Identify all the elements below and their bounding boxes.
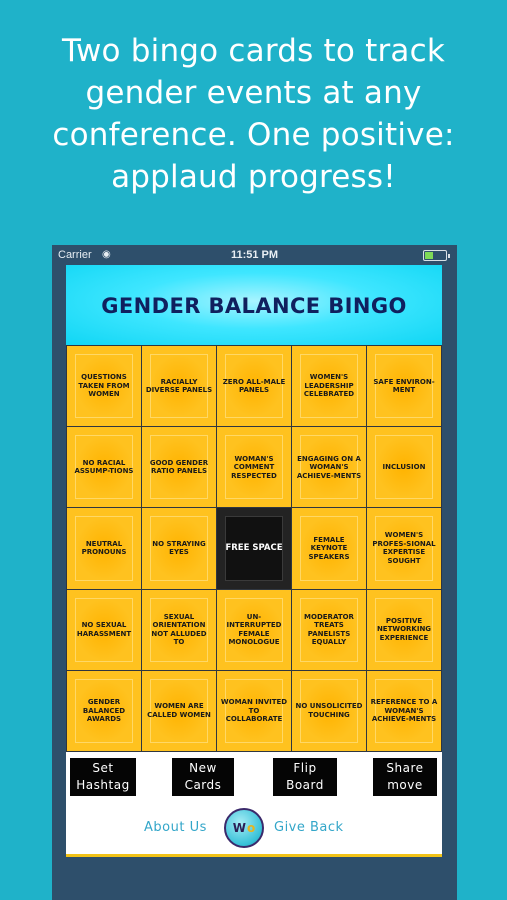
cell-label: UN-INTERRUPTED FEMALE MONOLOGUE: [226, 612, 282, 647]
bingo-cell[interactable]: [142, 427, 216, 507]
cell-label: WOMEN'S PROFES-SIONAL EXPERTISE SOUGHT: [372, 531, 436, 565]
bingo-cell[interactable]: [67, 671, 141, 751]
bingo-cell[interactable]: [367, 671, 441, 751]
promo-line: gender events at any: [85, 75, 422, 111]
bingo-cell[interactable]: [292, 590, 366, 670]
bingo-cell[interactable]: [292, 671, 366, 751]
cell-label: NO UNSOLICITED TOUCHING: [295, 702, 363, 719]
logo-icon[interactable]: [224, 808, 264, 848]
cell-label: FREE SPACE: [225, 543, 283, 554]
bingo-cell[interactable]: [217, 427, 291, 507]
cell-label: ENGAGING ON A WOMAN'S ACHIEVE-MENTS: [296, 454, 362, 480]
bingo-cell[interactable]: [292, 427, 366, 507]
new-cards-button[interactable]: New Cards: [172, 758, 234, 796]
cell-label: WOMAN'S COMMENT RESPECTED: [231, 454, 277, 480]
share-move-button[interactable]: Share move: [373, 758, 437, 796]
bingo-grid: [66, 345, 442, 752]
footer-bar: [66, 802, 442, 854]
bingo-cell[interactable]: [292, 508, 366, 588]
bingo-cell[interactable]: [142, 590, 216, 670]
cell-label: RACIALLY DIVERSE PANELS: [145, 377, 213, 395]
bingo-cell[interactable]: [367, 427, 441, 507]
cell-label: GOOD GENDER RATIO PANELS: [149, 458, 209, 476]
page-title: GENDER BALANCE BINGO: [101, 294, 407, 318]
flip-board-button[interactable]: Flip Board: [273, 758, 337, 796]
about-us-link[interactable]: About Us: [144, 820, 207, 835]
cell-label: POSITIVE NETWORKING EXPERIENCE: [376, 616, 432, 642]
battery-icon: [423, 250, 447, 261]
cell-label: SEXUAL ORIENTATION NOT ALLUDED TO: [151, 612, 207, 647]
cell-label: INCLUSION: [382, 463, 426, 472]
cell-label: ZERO ALL-MALE PANELS: [222, 377, 286, 395]
phone-frame: [52, 245, 457, 900]
give-back-link[interactable]: Give Back: [274, 820, 344, 835]
cell-label: FEMALE KEYNOTE SPEAKERS: [308, 535, 350, 561]
cell-label: NO STRAYING EYES: [152, 539, 206, 557]
cell-label: NO RACIAL ASSUMP-TIONS: [74, 458, 134, 476]
title-banner: [66, 265, 442, 345]
cell-label: WOMEN ARE CALLED WOMEN: [147, 702, 211, 719]
promo-caption: [0, 30, 507, 198]
cell-label: WOMAN INVITED TO COLLABORATE: [220, 698, 288, 724]
bingo-cell[interactable]: [367, 346, 441, 426]
promo-line: conference. One positive:: [52, 117, 455, 153]
logo-letter: o: [247, 821, 256, 835]
bingo-cell[interactable]: [67, 346, 141, 426]
status-bar: [52, 245, 457, 265]
bingo-cell[interactable]: [67, 590, 141, 670]
promo-line: Two bingo cards to track: [61, 33, 445, 69]
wifi-icon: ◉: [102, 249, 111, 260]
bingo-cell[interactable]: [367, 508, 441, 588]
bingo-cell[interactable]: [67, 427, 141, 507]
carrier-label: Carrier: [58, 249, 92, 261]
bingo-cell[interactable]: [217, 671, 291, 751]
cell-label: QUESTIONS TAKEN FROM WOMEN: [78, 373, 130, 399]
cell-label: GENDER BALANCED AWARDS: [82, 698, 126, 724]
bingo-cell[interactable]: [142, 346, 216, 426]
app-screen: [66, 265, 442, 857]
bingo-cell[interactable]: [292, 346, 366, 426]
bingo-cell[interactable]: [142, 508, 216, 588]
footer-divider: [66, 854, 442, 857]
bingo-cell[interactable]: [217, 346, 291, 426]
bingo-cell[interactable]: [142, 671, 216, 751]
cell-label: NO SEXUAL HARASSMENT: [76, 621, 132, 638]
cell-label: SAFE ENVIRON-MENT: [373, 377, 435, 395]
logo-letter: W: [232, 821, 246, 835]
promo-line: applaud progress!: [111, 159, 396, 195]
cell-label: REFERENCE TO A WOMAN'S ACHIEVE-MENTS: [370, 698, 438, 724]
set-hashtag-button[interactable]: Set Hashtag: [70, 758, 136, 796]
bingo-cell[interactable]: [67, 508, 141, 588]
free-space-cell[interactable]: [217, 508, 291, 588]
cell-label: NEUTRAL PRONOUNS: [81, 539, 127, 557]
bingo-cell[interactable]: [217, 590, 291, 670]
bingo-cell[interactable]: [367, 590, 441, 670]
cell-label: WOMEN'S LEADERSHIP CELEBRATED: [303, 373, 355, 399]
cell-label: MODERATOR TREATS PANELISTS EQUALLY: [304, 612, 354, 647]
clock-time: 11:51 PM: [230, 249, 279, 261]
action-bar: [66, 752, 442, 802]
